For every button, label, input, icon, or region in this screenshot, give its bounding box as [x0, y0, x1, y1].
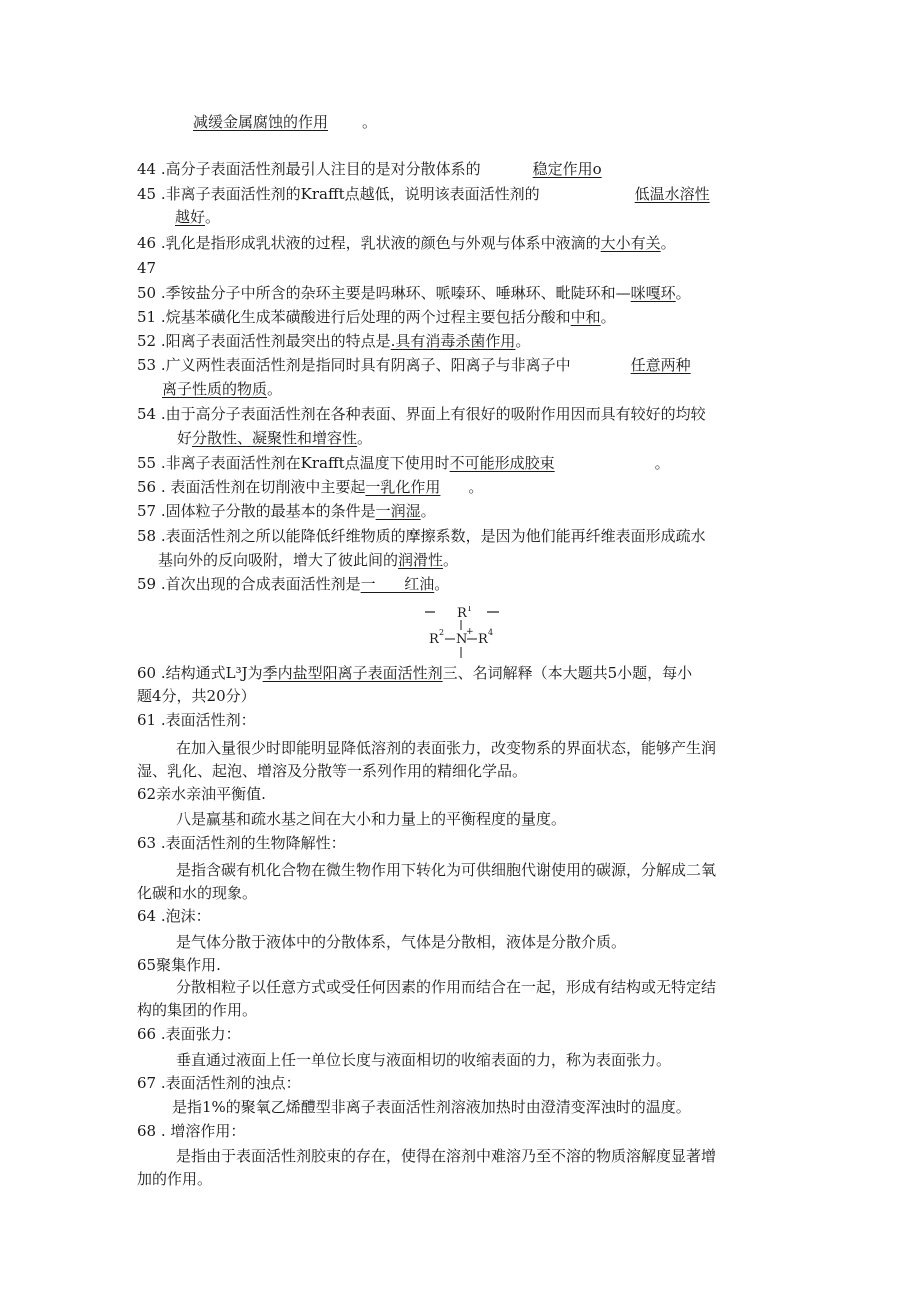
term-61: [137, 710, 256, 730]
definition-67: [172, 1097, 691, 1117]
question-45-cont: [175, 207, 220, 227]
definition-text: 加的作用。: [137, 1170, 213, 1188]
punct: 。: [468, 478, 484, 496]
answer-text: 低温水溶性: [634, 185, 710, 203]
answer-text: .具有消毒杀菌作用: [390, 332, 516, 350]
answer-text: 一乳化作用: [365, 478, 441, 496]
punct: 。: [362, 113, 378, 131]
formula-r4-sub: 4: [488, 628, 494, 637]
question-text: 50 .季铵盐分子中所含的杂环主要是吗琳环、哌嗪环、唾琳环、毗陡环和—: [137, 284, 631, 302]
answer-text: 季内盐型阳离子表面活性剂: [262, 664, 443, 682]
definition-61-cont: [137, 761, 527, 781]
definition-68: [176, 1146, 716, 1166]
term-title: 68 . 增溶作用：: [137, 1122, 246, 1140]
term-62: [137, 784, 266, 804]
term-title: 61 .表面活性剂：: [137, 711, 256, 729]
definition-66: [176, 1050, 671, 1070]
punct: 。: [600, 308, 616, 326]
punct: 。: [654, 454, 670, 472]
formula-r4: R: [478, 632, 488, 647]
question-text: 好: [177, 429, 193, 447]
punct: 。: [205, 208, 221, 226]
question-57: [137, 501, 436, 521]
answer-text: 一 红油: [360, 575, 435, 593]
question-58-cont: [158, 550, 458, 570]
question-54: [137, 404, 706, 424]
definition-text: 是指1%的聚氧乙烯醴型非离子表面活性剂溶液加热时由澄清变浑浊时的温度。: [172, 1098, 691, 1116]
definition-text: 构的集团的作用。: [137, 1001, 258, 1019]
term-title: 63 .表面活性剂的生物降解性：: [137, 834, 346, 852]
answer-text: 润滑性: [398, 551, 444, 569]
punct: 。: [420, 502, 436, 520]
definition-63-cont: [137, 883, 257, 903]
definition-text: 在加入量很少时即能明显降低溶剂的表面张力，改变物系的界面状态，能够产生润: [176, 739, 717, 757]
question-53: [137, 355, 691, 375]
answer-text: 中和: [570, 308, 601, 326]
punct: 。: [515, 332, 531, 350]
question-53-cont: [162, 379, 282, 399]
definition-text: 分散相粒子以任意方式或受任何因素的作用而结合在一起，形成有结构或无特定结: [176, 978, 717, 996]
question-44: [137, 159, 602, 179]
formula-plus: +: [466, 627, 474, 637]
question-55: [137, 453, 670, 473]
answer-text: 任意两种: [630, 356, 691, 374]
answer-text: 减缓金属腐蚀的作用: [193, 113, 329, 131]
question-59: [137, 574, 449, 594]
question-text: 56 . 表面活性剂在切削液中主要起: [137, 478, 366, 496]
question-text: 59 .首次出现的合成表面活性剂是: [137, 575, 361, 593]
answer-text: 越好: [175, 208, 206, 226]
term-63: [137, 833, 346, 853]
question-text: 54 .由于高分子表面活性剂在各种表面、界面上有很好的吸附作用因而具有较好的均较: [137, 405, 706, 423]
question-text: 51 .烷基苯磺化生成苯磺酸进行后处理的两个过程主要包括分酸和: [137, 308, 571, 326]
term-64: [137, 906, 211, 926]
question-text: 52 .阳离子表面活性剂最突出的特点是: [137, 332, 391, 350]
question-text: 44 .高分子表面活性剂最引人注目的是对分散体系的: [137, 160, 481, 178]
answer-text: 不可能形成胶束: [449, 454, 555, 472]
answer-text: 稳定作用o: [532, 160, 602, 178]
punct: 。: [267, 380, 283, 398]
question-number: 47: [137, 259, 157, 277]
answer-text: 大小有关: [600, 234, 661, 252]
question-text: 基向外的反向吸附，增大了彼此间的: [158, 551, 399, 569]
question-text: 46 .乳化是指形成乳状液的过程，乳状液的颜色与外观与体系中液滴的: [137, 234, 601, 252]
definition-text: 化碳和水的现象。: [137, 884, 258, 902]
punct: 。: [660, 234, 676, 252]
definition-68-cont: [137, 1169, 212, 1189]
answer-text: 离子性质的物质: [162, 380, 268, 398]
definition-64: [176, 932, 626, 952]
answer-text: 一润湿: [375, 502, 421, 520]
term-68: [137, 1121, 245, 1141]
section-heading-cont: [137, 686, 256, 706]
term-65: [137, 955, 221, 975]
definition-text: 是指含碳有机化合物在微生物作用下转化为可供细胞代谢使用的碳源，分解成二氧: [176, 861, 717, 879]
section-heading: 三、名词解释（本大题共5小题，每小: [442, 664, 693, 682]
question-50: [137, 283, 691, 303]
punct: 。: [434, 575, 450, 593]
question-45: [137, 184, 710, 204]
answer-text: 咪嘎环: [630, 284, 676, 302]
question-58: [137, 526, 706, 546]
quaternary-ammonium-formula: [425, 606, 505, 662]
question-46: [137, 233, 676, 253]
line-l1: [193, 112, 377, 132]
definition-text: 垂直通过液面上任一单位长度与液面相切的收缩表面的力，称为表面张力。: [176, 1051, 672, 1069]
formula-r2: R: [429, 632, 439, 647]
question-text: 60 .结构通式L³J为: [137, 664, 263, 682]
question-text: 58 .表面活性剂之所以能降低纤维物质的摩擦系数，是因为他们能再纤维表面形成疏水: [137, 527, 706, 545]
question-text: 57 .固体粒子分散的最基本的条件是: [137, 502, 376, 520]
formula-r2-sub: 2: [439, 628, 445, 637]
definition-61: [176, 738, 716, 758]
definition-65-cont: [137, 1000, 257, 1020]
definition-text: 是气体分散于液体中的分散体系，气体是分散相，液体是分散介质。: [176, 933, 627, 951]
punct: 。: [675, 284, 691, 302]
formula-n: N: [456, 632, 468, 647]
definition-text: 八是赢基和疏水基之间在大小和力量上的平衡程度的量度。: [176, 810, 567, 828]
question-51: [137, 307, 616, 327]
term-title: 66 .表面张力：: [137, 1025, 241, 1043]
formula-r1-sub: 1: [467, 606, 473, 613]
question-60: [137, 663, 692, 683]
term-67: [137, 1073, 301, 1093]
definition-text: 湿、乳化、起泡、增溶及分散等一系列作用的精细化学品。: [137, 762, 528, 780]
term-66: [137, 1024, 241, 1044]
definition-62: [176, 809, 566, 829]
definition-65: [176, 977, 716, 997]
term-title: 67 .表面活性剂的浊点：: [137, 1074, 301, 1092]
punct: 。: [357, 429, 373, 447]
question-text: 53 .广义两性表面活性剂是指同时具有阴离子、阳离子与非离子中: [137, 356, 571, 374]
question-text: 45 .非离子表面活性剂的Krafft点越低，说明该表面活性剂的: [137, 185, 540, 203]
definition-63: [176, 860, 716, 880]
section-heading: 题4分，共20分）: [137, 687, 256, 705]
punct: 。: [443, 551, 459, 569]
question-54-cont: [177, 428, 372, 448]
question-47: [137, 258, 156, 278]
term-title: 65聚集作用.: [137, 956, 221, 974]
term-title: 64 .泡沫：: [137, 907, 211, 925]
answer-text: 分散性、凝聚性和增容性: [192, 429, 358, 447]
formula-r1: R: [457, 606, 467, 621]
question-56: [137, 477, 483, 497]
definition-text: 是指由于表面活性剂胶束的存在，使得在溶剂中难溶乃至不溶的物质溶解度显著增: [176, 1147, 717, 1165]
question-text: 55 .非离子表面活性剂在Krafft点温度下使用时: [137, 454, 450, 472]
term-title: 62亲水亲油平衡值.: [137, 785, 266, 803]
question-52: [137, 331, 530, 351]
